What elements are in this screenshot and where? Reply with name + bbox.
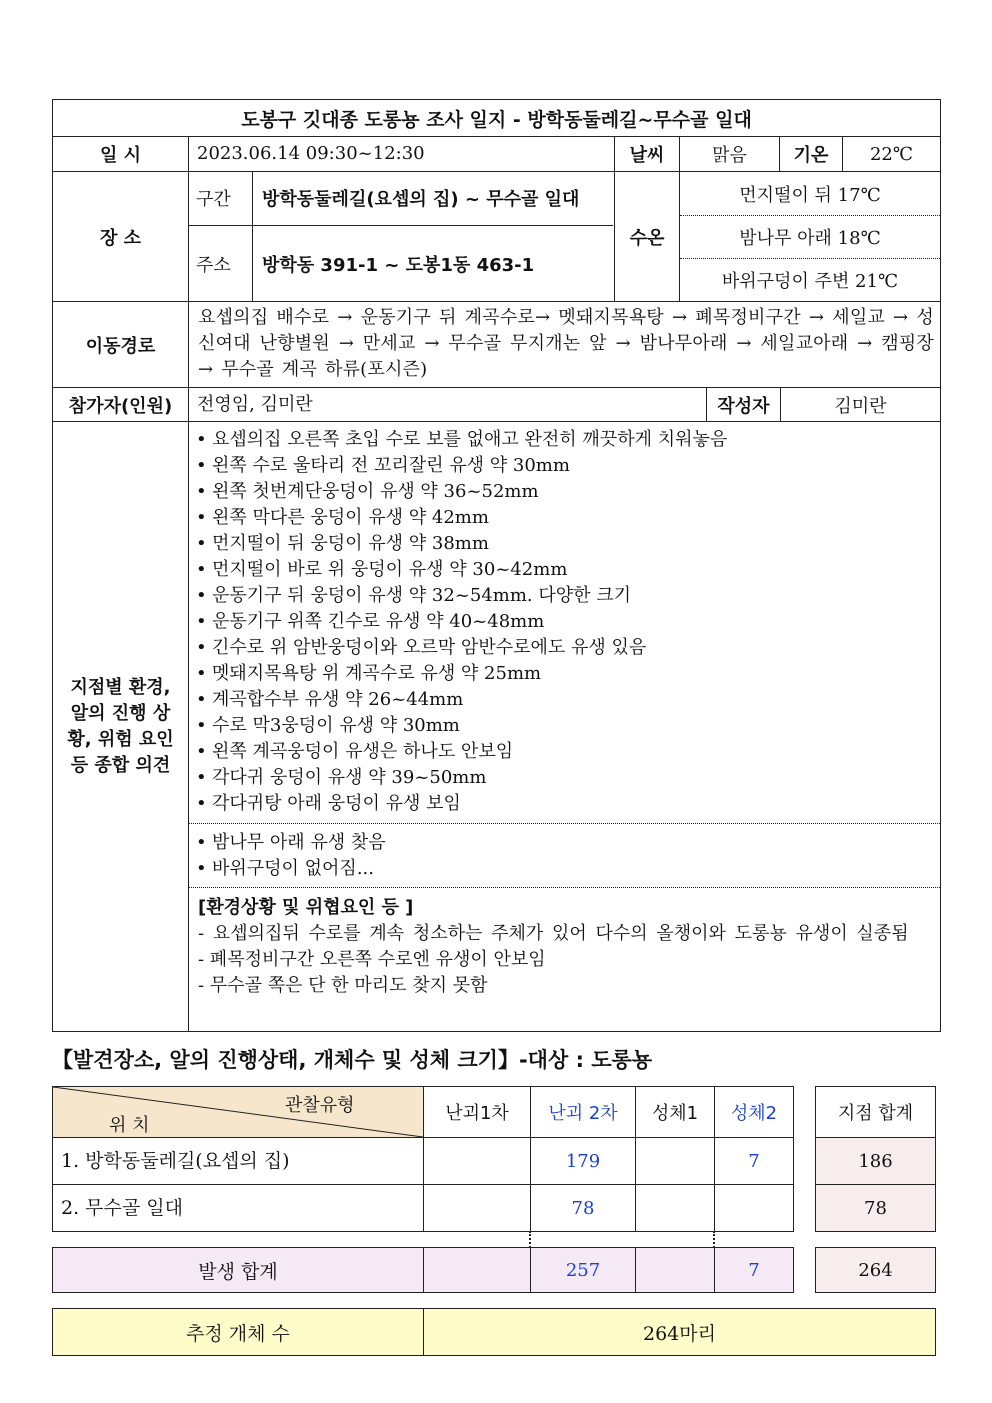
list-item: • 운동기구 위쪽 긴수로 유생 약 40~48mm: [192, 609, 932, 635]
address-label: 주소: [196, 255, 231, 276]
list-item: • 계곡합수부 유생 약 26~44mm: [192, 687, 932, 713]
participants-value: 전영임, 김미란: [188, 387, 707, 422]
table-row-place: 1. 방학동둘레길(요셉의 집): [52, 1137, 424, 1185]
summary-heading: 【발견장소, 알의 진행상태, 개체수 및 성체 크기】-대상 : 도롱뇽: [52, 1048, 653, 1072]
dotted-separator: [529, 1231, 531, 1248]
sum-cell: 257: [530, 1247, 636, 1293]
col-header-egg1: 난괴1차: [423, 1086, 531, 1138]
list-item: • 수로 막3웅덩이 유생 약 30mm: [192, 713, 932, 739]
col-header-adult2: 성체2: [714, 1086, 794, 1138]
opinion-divider-2: [189, 887, 940, 888]
place-divider-h: [189, 225, 613, 226]
list-item: • 각다귀 웅덩이 유생 약 39~50mm: [192, 765, 932, 791]
estimate-label: 추정 개체 수: [52, 1308, 424, 1356]
list-item: • 왼쪽 수로 울타리 전 꼬리잘린 유생 약 30mm: [192, 453, 932, 479]
date-value: 2023.06.14 09:30~12:30: [188, 136, 615, 172]
temperature-value: 22℃: [842, 136, 941, 172]
table-cell-total: 186: [815, 1137, 936, 1185]
list-item: • 왼쪽 첫번계단웅덩이 유생 약 36~52mm: [192, 479, 932, 505]
weather-value: 맑음: [679, 136, 780, 172]
sum-label: 발생 합계: [52, 1247, 424, 1293]
list-item: • 먼지떨이 뒤 웅덩이 유생 약 38mm: [192, 531, 932, 557]
list-item: • 왼쪽 계곡웅덩이 유생은 하나도 안보임: [192, 739, 932, 765]
col-header-total: 지점 합계: [815, 1086, 936, 1138]
sum-cell: [635, 1247, 715, 1293]
author-value: 김미란: [780, 387, 941, 422]
log-title: 도봉구 깃대종 도롱뇽 조사 일지 - 방학동둘레길~무수골 일대: [52, 99, 941, 137]
water-temp-2: 밤나무 아래 18℃: [739, 228, 881, 249]
list-item: • 밤나무 아래 유생 찾음: [192, 830, 932, 856]
sum-total: 264: [815, 1247, 936, 1293]
list-item: • 요셉의집 오른쪽 초입 수로 보를 없애고 완전히 깨끗하게 치워놓음: [192, 427, 932, 453]
author-label: 작성자: [706, 387, 781, 422]
environment-line: - 폐목정비구간 오른쪽 수로엔 유생이 안보임: [198, 949, 546, 970]
diagonal-header-cell: [52, 1086, 424, 1138]
water-temp-1: 먼지떨이 뒤 17℃: [739, 184, 881, 206]
estimate-value: 264마리: [423, 1308, 936, 1356]
weather-label: 날씨: [614, 136, 680, 172]
water-temp-3: 바위구덩이 주변 21℃: [721, 271, 899, 292]
sum-cell: 7: [714, 1247, 794, 1293]
date-label: 일 시: [52, 136, 189, 172]
col-header-adult1: 성체1: [635, 1086, 715, 1138]
route-label: 이동경로: [52, 301, 189, 388]
table-cell: [714, 1184, 794, 1232]
environment-line: - 무수골 쪽은 단 한 마리도 찾지 못함: [198, 975, 488, 996]
table-cell: [423, 1184, 531, 1232]
table-cell-total: 78: [815, 1184, 936, 1232]
table-cell: 78: [530, 1184, 636, 1232]
list-item: • 왼쪽 막다른 웅덩이 유생 약 42mm: [192, 505, 932, 531]
list-item: • 바위구덩이 없어짐...: [192, 856, 932, 882]
table-cell: [635, 1184, 715, 1232]
diagonal-bottom-label: 위 치: [109, 1115, 150, 1136]
table-cell: [635, 1137, 715, 1185]
temperature-label: 기온: [779, 136, 843, 172]
water-temp-label: 수온: [614, 171, 680, 302]
opinion-label: 지점별 환경, 알의 진행 상황, 위험 요인 등 종합 의견: [52, 421, 189, 1032]
list-item: • 멧돼지목욕탕 위 계곡수로 유생 약 25mm: [192, 661, 932, 687]
col-header-egg2: 난괴 2차: [530, 1086, 636, 1138]
place-divider-v: [252, 172, 253, 301]
opinion-bullets-b: [192, 830, 932, 882]
section-label: 구간: [196, 189, 231, 210]
opinion-bullets-a: [192, 427, 932, 817]
table-row-place: 2. 무수골 일대: [52, 1184, 424, 1232]
participants-label: 참가자(인원): [52, 387, 189, 422]
list-item: • 각다귀탕 아래 웅덩이 유생 보임: [192, 791, 932, 817]
list-item: • 긴수로 위 암반웅덩이와 오르막 암반수로에도 유생 있음: [192, 635, 932, 661]
section-value: 방학동둘레길(요셉의 집) ~ 무수골 일대: [262, 189, 580, 210]
environment-line: - 요셉의집뒤 수로를 계속 청소하는 주체가 있어 다수의 올챙이와 도롱뇽 유생이 실종됨: [198, 923, 909, 944]
place-label: 장 소: [52, 171, 189, 302]
environment-section: [198, 895, 934, 999]
route-value: 요셉의집 배수로 → 운동기구 뒤 계곡수로→ 멧돼지목욕탕 → 폐목정비구간 → 세일교 → 성신여대 난향별원 → 만세교 → 무수골 무지개논 앞 → 밤나무아래 → 세일교아래 → 캠핑장 → 무수골 계곡 하류(포시즌): [188, 301, 941, 388]
table-cell: 179: [530, 1137, 636, 1185]
list-item: • 먼지떨이 바로 위 웅덩이 유생 약 30~42mm: [192, 557, 932, 583]
opinion-divider-1: [189, 823, 940, 824]
dotted-separator: [713, 1231, 715, 1248]
environment-heading: [환경상황 및 위협요인 등 ]: [198, 897, 414, 918]
list-item: • 운동기구 뒤 웅덩이 유생 약 32~54mm. 다양한 크기: [192, 583, 932, 609]
table-cell: [423, 1137, 531, 1185]
table-cell: 7: [714, 1137, 794, 1185]
sum-cell: [423, 1247, 531, 1293]
diagonal-top-label: 관찰유형: [285, 1095, 355, 1116]
address-value: 방학동 391-1 ~ 도봉1동 463-1: [262, 255, 535, 276]
